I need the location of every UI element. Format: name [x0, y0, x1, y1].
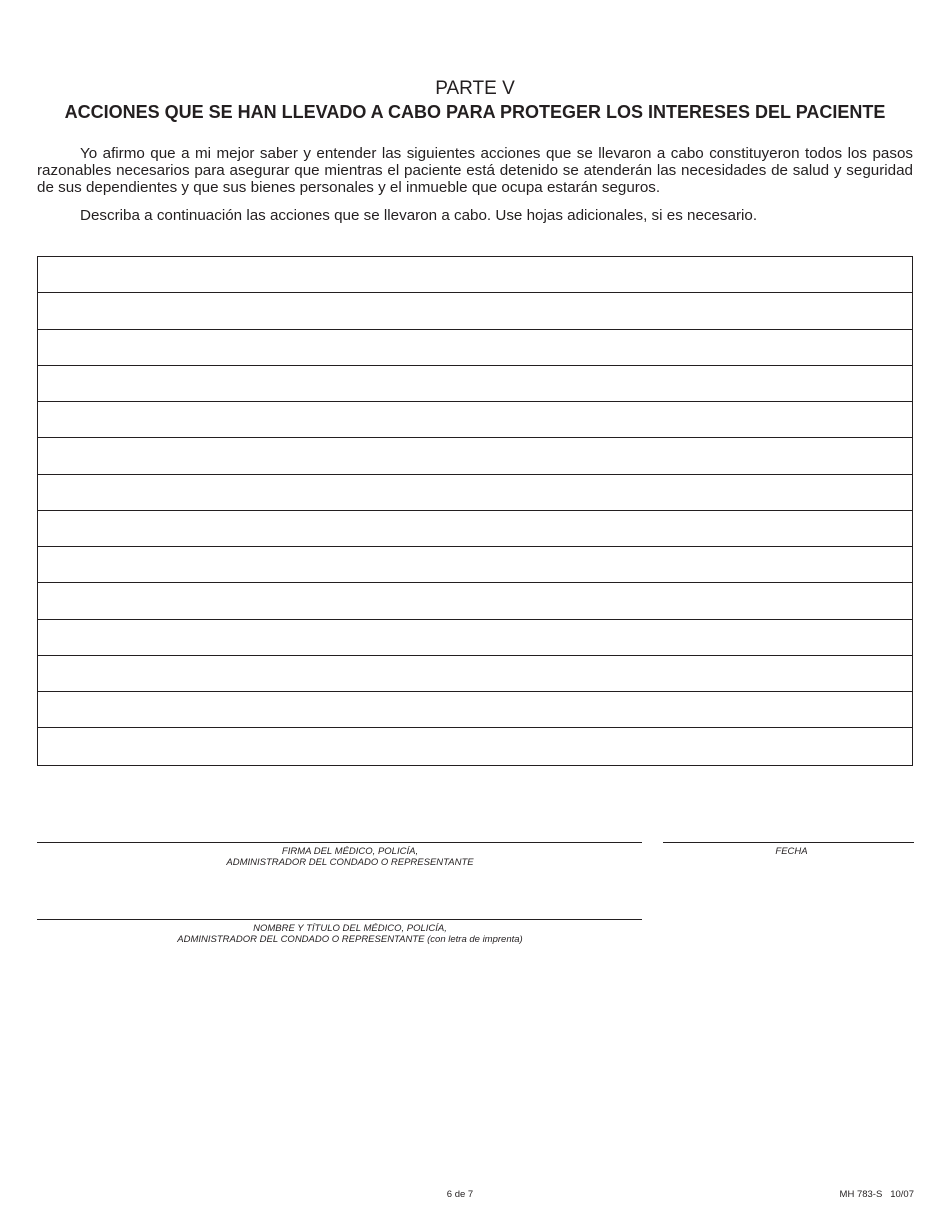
actions-line[interactable] [38, 402, 912, 438]
date-label: FECHA [775, 846, 808, 857]
actions-line[interactable] [38, 475, 912, 511]
actions-line[interactable] [38, 257, 912, 293]
actions-line[interactable] [38, 547, 912, 583]
actions-line[interactable] [38, 330, 912, 366]
signature-label [37, 847, 663, 868]
affirmation-paragraph: Yo afirmo que a mi mejor saber y entender las siguientes acciones que se llevaron a cabo constituyeron todos los pasos razonables necesarios para asegurar que mientras el paciente está detenido se atenderán las necesidades de salud y seguridad de sus dependientes y que sus bienes personales y el inmueble que ocupa estarán seguros. [37, 145, 913, 196]
name-title-label [37, 924, 663, 945]
actions-line[interactable] [38, 728, 912, 764]
actions-writing-box [37, 256, 913, 766]
date-line[interactable] [663, 842, 914, 843]
actions-line[interactable] [38, 620, 912, 656]
actions-line[interactable] [38, 293, 912, 329]
actions-line[interactable] [38, 366, 912, 402]
name-title-label-line2: ADMINISTRADOR DEL CONDADO O REPRESENTANTE (con letra de imprenta) [177, 933, 523, 945]
actions-line[interactable] [38, 438, 912, 474]
actions-line[interactable] [38, 656, 912, 692]
signature-label-line1: FIRMA DEL MÉDICO, POLICÍA, [281, 846, 419, 857]
name-title-label-line1: NOMBRE Y TÍTULO DEL MÉDICO, POLICÍA, [253, 923, 447, 934]
actions-line[interactable] [38, 692, 912, 728]
part-title: PARTE V [435, 78, 515, 99]
section-title: ACCIONES QUE SE HAN LLEVADO A CABO PARA PROTEGER LOS INTERESES DEL PACIENTE [64, 102, 886, 122]
form-code: MH 783-S 10/07 [839, 1189, 914, 1200]
page-number: 6 de 7 [446, 1189, 474, 1200]
signature-label-line2: ADMINISTRADOR DEL CONDADO O REPRESENTANTE [226, 856, 474, 868]
name-title-line[interactable] [37, 919, 642, 920]
signature-line[interactable] [37, 842, 642, 843]
instruction-paragraph: Describa a continuación las acciones que se llevaron a cabo. Use hojas adicionales, si es necesario. [80, 207, 758, 224]
actions-line[interactable] [38, 583, 912, 619]
actions-line[interactable] [38, 511, 912, 547]
